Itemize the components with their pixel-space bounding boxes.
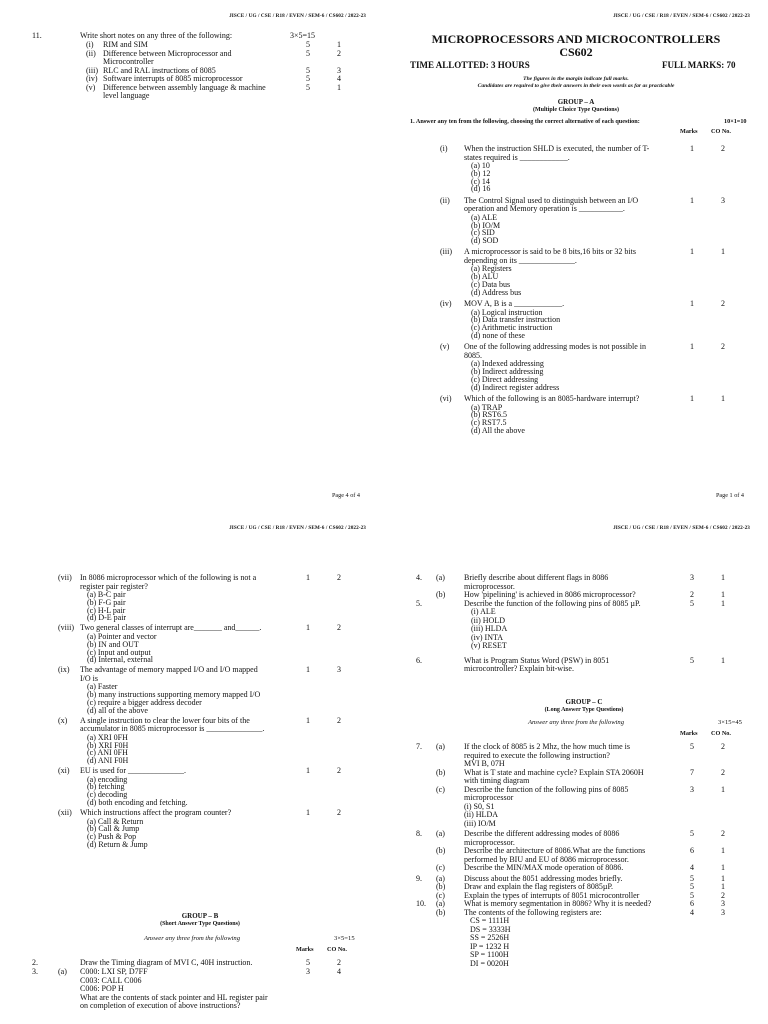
q11-item-marks: 5 xyxy=(306,48,310,58)
question-marks: 2 xyxy=(690,590,694,599)
question-text: Describe the function of the following pins of 8085 xyxy=(464,784,629,794)
question-number: 4. xyxy=(416,573,422,582)
mcq-option: (c) RST7.5 xyxy=(471,418,507,428)
mcq-question: depending on its ______________. xyxy=(464,255,577,265)
mcq-number: (vii) xyxy=(58,573,72,582)
question-text: with timing diagram xyxy=(464,776,530,785)
sub-question-label: (a) xyxy=(436,742,445,751)
mcq-option: (d) ANI F0H xyxy=(87,756,129,766)
question-text: What is memory segmentation in 8086? Why it is needed? xyxy=(464,899,652,908)
question-number: 9. xyxy=(416,873,422,883)
question-co: 1 xyxy=(721,784,725,794)
question-marks: 5 xyxy=(690,873,694,883)
question-co: 3 xyxy=(721,907,725,917)
mcq-option: (b) F-G pair xyxy=(87,597,126,607)
question-text: What is Program Status Word (PSW) in 8051 xyxy=(464,655,610,665)
question-co: 2 xyxy=(721,742,725,751)
question-co: 2 xyxy=(721,890,725,900)
mcq-option: (b) 12 xyxy=(471,168,491,178)
q11-item-marks: 5 xyxy=(306,40,310,49)
mcq-co: 2 xyxy=(721,144,725,153)
group-c-marks: 3×15=45 xyxy=(718,719,742,726)
mcq-option: (c) Direct addressing xyxy=(471,374,539,384)
sub-question-label: (a) xyxy=(436,573,445,582)
q2-text: Draw the Timing diagram of MVI C, 40H instruction. xyxy=(80,958,253,967)
mcq-marks: 1 xyxy=(306,715,310,725)
mcq-option: (a) Registers xyxy=(471,264,512,274)
q11-item-text: level language xyxy=(103,91,150,100)
mcq-option: (b) ALU xyxy=(471,272,499,282)
marks-column-header: Marks xyxy=(680,730,698,737)
question-text: Describe the function of the following pins of 8085 µP. xyxy=(464,598,641,608)
question-text: Discuss about the 8051 addressing modes briefly. xyxy=(464,873,623,883)
mcq-option: (b) Call & Jump xyxy=(87,824,140,834)
question-number: 8. xyxy=(416,829,422,838)
mcq-option: (d) All the above xyxy=(471,425,525,435)
mcq-question: When the instruction SHLD is executed, the number of T- xyxy=(464,144,650,153)
q11-item-text: Difference between Microprocessor and xyxy=(103,48,232,58)
pin-item: (v) RESET xyxy=(471,641,507,650)
question-marks: 6 xyxy=(690,899,694,908)
question-text: microprocessor. xyxy=(464,581,515,591)
question-text: If the clock of 8085 is 2 Mhz, the how much time is xyxy=(464,742,630,751)
page-footer: Page 4 of 4 xyxy=(331,492,360,499)
mcq-marks: 1 xyxy=(306,766,310,776)
q11-item-co: 3 xyxy=(337,65,341,75)
mcq-option: (d) none of these xyxy=(471,331,525,340)
q3-line: C000: LXI SP, D7FF xyxy=(80,967,148,976)
co-column-header: CO No. xyxy=(327,946,347,953)
instruction-note-1: The figures in the margin indicate full marks. xyxy=(523,76,629,82)
mcq-co: 2 xyxy=(337,766,341,776)
mcq-option: (d) Return & Jump xyxy=(87,839,148,849)
question-marks: 5 xyxy=(690,890,694,900)
mcq-option: (a) 10 xyxy=(471,161,490,170)
q11-item-text: Microcontroller xyxy=(103,57,154,66)
mcq-option: (c) 14 xyxy=(471,176,490,186)
mcq-option: (d) D-E pair xyxy=(87,613,127,623)
q1-marks: 10×1=10 xyxy=(724,118,747,125)
question-text: Describe the MIN/MAX mode operation of 8086. xyxy=(464,863,624,872)
page-header: JISCE / UG / CSE / R18 / EVEN / SEM-6 / CS602 / 2022-23 xyxy=(613,525,750,531)
question-marks: 6 xyxy=(690,846,694,855)
mcq-co: 2 xyxy=(337,623,341,633)
question-text: Describe the architecture of 8086.What are the functions xyxy=(464,846,646,855)
q11-item-co: 1 xyxy=(337,82,341,92)
page-header: JISCE / UG / CSE / R18 / EVEN / SEM-6 / CS602 / 2022-23 xyxy=(229,13,366,19)
question-co: 1 xyxy=(721,846,725,855)
question-text: MVI B, 07H xyxy=(464,759,505,768)
question-co: 1 xyxy=(721,655,725,665)
register-value: IP = 1232 H xyxy=(470,941,510,951)
question-number: 6. xyxy=(416,655,422,665)
q11-item-number: (v) xyxy=(86,82,96,92)
q3-line: What are the contents of stack pointer and HL register pair xyxy=(80,992,268,1002)
mcq-option: (d) Indirect register address xyxy=(471,382,560,392)
question-text: microprocessor xyxy=(464,793,514,802)
mcq-question: I/O is xyxy=(80,673,98,683)
mcq-number: (ix) xyxy=(58,665,70,675)
mcq-co: 1 xyxy=(721,247,725,257)
mcq-option: (c) decoding xyxy=(87,790,128,800)
pin-item: (i) ALE xyxy=(471,607,496,616)
mcq-co: 2 xyxy=(721,299,725,309)
mcq-marks: 1 xyxy=(690,342,694,352)
q11-item-number: (ii) xyxy=(86,48,96,58)
mcq-marks: 1 xyxy=(306,665,310,675)
mcq-option: (d) SOD xyxy=(471,236,499,246)
question-marks: 5 xyxy=(690,882,694,891)
mcq-question: MOV A, B is a ____________. xyxy=(464,299,565,309)
q11-item-text: RLC and RAL instructions of 8085 xyxy=(103,65,216,75)
group-b-subheading: (Short Answer Type Questions) xyxy=(160,921,240,927)
q11-item-marks: 5 xyxy=(306,74,310,83)
q2-number: 2. xyxy=(32,958,38,967)
mcq-option: (a) TRAP xyxy=(471,402,503,412)
question-marks: 5 xyxy=(690,655,694,665)
mcq-marks: 1 xyxy=(690,247,694,257)
mcq-question: Two general classes of interrupt are_______ and______. xyxy=(80,623,262,633)
mcq-option: (c) ANI 0FH xyxy=(87,748,128,758)
sub-question-label: (a) xyxy=(436,829,445,838)
mcq-option: (a) Faster xyxy=(87,682,118,692)
q11-item-number: (iv) xyxy=(86,74,98,83)
group-b-marks: 3×5=15 xyxy=(334,935,355,942)
sub-question-label: (a) xyxy=(436,873,445,883)
mcq-number: (v) xyxy=(440,342,450,352)
mcq-question: EU is used for ______________. xyxy=(80,766,186,776)
question-marks: 5 xyxy=(690,742,694,751)
mcq-option: (b) Data transfer instruction xyxy=(471,315,561,325)
sub-question-label: (b) xyxy=(436,767,446,777)
q11-item-text: Difference between assembly language & machine xyxy=(103,82,266,92)
question-co: 2 xyxy=(721,829,725,838)
question-co: 1 xyxy=(721,882,725,891)
question-text: How 'pipelining' is achieved in 8086 microprocessor? xyxy=(464,590,636,599)
sub-question-label: (b) xyxy=(436,907,446,917)
mcq-question: operation and Memory operation is ___________. xyxy=(464,204,625,214)
page-4 xyxy=(0,0,384,512)
mcq-option: (c) require a bigger address decoder xyxy=(87,697,202,707)
register-value: SP = 1100H xyxy=(470,950,509,959)
q3-marks: 3 xyxy=(306,967,310,976)
mcq-question: Which instructions affect the program counter? xyxy=(80,808,232,817)
mcq-question: One of the following addressing modes is not possible in xyxy=(464,342,646,352)
exam-title: MICROPROCESSORS AND MICROCONTROLLERS xyxy=(431,32,721,46)
mcq-option: (b) IO/M xyxy=(471,220,501,230)
q3-number: 3. xyxy=(32,967,38,976)
sub-question-label: (c) xyxy=(436,863,445,872)
mcq-number: (xii) xyxy=(58,808,72,817)
question-marks: 3 xyxy=(690,784,694,794)
register-value: DS = 3333H xyxy=(470,924,511,934)
group-c-subheading: (Long Answer Type Questions) xyxy=(544,707,624,713)
q3-line: C003: CALL C006 xyxy=(80,975,142,985)
question-co: 1 xyxy=(721,598,725,608)
mcq-option: (c) H-L pair xyxy=(87,605,126,615)
mcq-marks: 1 xyxy=(690,144,694,153)
question-marks: 5 xyxy=(690,598,694,608)
register-value: DI = 0020H xyxy=(470,958,509,968)
page-1 xyxy=(384,0,768,512)
q2-co: 2 xyxy=(337,958,341,967)
mcq-marks: 1 xyxy=(690,394,694,403)
q2-marks: 5 xyxy=(306,958,310,967)
question-co: 1 xyxy=(721,573,725,582)
question-text: performed by BIU and EU of 8086 microprocessor. xyxy=(464,854,629,864)
question-text: Briefly describe about different flags in 8086 xyxy=(464,573,609,582)
mcq-question: accumulator in 8085 microprocessor is ______________. xyxy=(80,724,265,734)
mcq-question: states required is ____________. xyxy=(464,152,570,162)
marks-column-header: Marks xyxy=(680,128,698,135)
mcq-option: (b) IN and OUT xyxy=(87,639,139,649)
sub-question-label: (b) xyxy=(436,882,446,891)
mcq-question: In 8086 microprocessor which of the following is not a xyxy=(80,573,257,582)
question-text: microcontroller? Explain bit-wise. xyxy=(464,664,574,673)
mcq-co: 2 xyxy=(721,342,725,352)
q3-line: on completion of execution of above instructions? xyxy=(80,1001,241,1010)
mcq-question: The advantage of memory mapped I/O and I/O mapped xyxy=(80,665,258,675)
question-number: 7. xyxy=(416,742,422,751)
question-co: 1 xyxy=(721,863,725,872)
page-header: JISCE / UG / CSE / R18 / EVEN / SEM-6 / CS602 / 2022-23 xyxy=(613,13,750,19)
question-text: Draw and explain the flag registers of 8085µP. xyxy=(464,882,614,891)
group-c-instruction: Answer any three from the following xyxy=(527,719,625,726)
question-co: 2 xyxy=(721,767,725,777)
q11-item-text: RIM and SIM xyxy=(103,40,148,49)
mcq-co: 3 xyxy=(721,195,725,205)
mcq-co: 3 xyxy=(337,665,341,675)
q3-co: 4 xyxy=(337,967,341,976)
register-value: CS = 1111H xyxy=(470,916,510,925)
q11-item-marks: 5 xyxy=(306,65,310,75)
pin-item: (ii) HOLD xyxy=(471,615,505,625)
mcq-number: (x) xyxy=(58,715,68,725)
mcq-option: (c) Arithmetic instruction xyxy=(471,323,553,333)
marks-column-header: Marks xyxy=(296,946,314,953)
pin-item: (iii) HLDA xyxy=(471,624,508,633)
mcq-marks: 1 xyxy=(306,623,310,633)
time-allotted: TIME ALLOTTED: 3 HOURS xyxy=(410,60,530,70)
mcq-option: (a) B-C pair xyxy=(87,590,126,599)
q11-item-number: (i) xyxy=(86,40,94,49)
group-a-heading: GROUP – A xyxy=(557,98,595,106)
mcq-question: The Control Signal used to distinguish between an I/O xyxy=(464,195,639,205)
mcq-option: (c) Push & Pop xyxy=(87,832,137,842)
page-3 xyxy=(384,512,768,1024)
mcq-question: 8085. xyxy=(464,350,482,360)
course-code: CS602 xyxy=(559,45,593,59)
mcq-option: (b) Indirect addressing xyxy=(471,367,544,377)
full-marks: FULL MARKS: 70 xyxy=(662,60,736,70)
mcq-option: (d) Internal, external xyxy=(87,655,153,665)
mcq-number: (iv) xyxy=(440,299,452,309)
q11-item-co: 1 xyxy=(337,40,341,49)
mcq-question: A microprocessor is said to be 8 bits,16 bits or 32 bits xyxy=(464,247,636,257)
question-number: 10. xyxy=(416,899,426,908)
question-text: (ii) HLDA xyxy=(464,810,498,819)
group-c-heading: GROUP – C xyxy=(565,698,603,706)
question-text: What is T state and machine cycle? Explain STA 2060H xyxy=(464,767,644,777)
q11-number: 11. xyxy=(32,31,42,40)
instruction-note-2: Candidates are required to give their answers in their own words as far as practicable xyxy=(477,83,675,89)
mcq-number: (xi) xyxy=(58,766,70,776)
mcq-option: (b) fetching xyxy=(87,782,125,792)
question-marks: 3 xyxy=(690,573,694,582)
mcq-option: (c) Input and output xyxy=(87,647,151,657)
mcq-number: (vi) xyxy=(440,394,452,403)
question-marks: 4 xyxy=(690,907,694,917)
page-2 xyxy=(0,512,384,1024)
question-co: 1 xyxy=(721,590,725,599)
mcq-number: (iii) xyxy=(440,247,452,257)
mcq-co: 2 xyxy=(337,573,341,582)
sub-question-label: (b) xyxy=(436,590,446,599)
question-marks: 7 xyxy=(690,767,694,777)
q11-marks: 3×5=15 xyxy=(290,31,316,40)
mcq-option: (a) Call & Return xyxy=(87,816,144,826)
mcq-option: (c) Data bus xyxy=(471,280,511,289)
question-number: 5. xyxy=(416,598,422,608)
mcq-question: A single instruction to clear the lower four bits of the xyxy=(80,715,250,725)
pin-item: (iv) INTA xyxy=(471,632,504,642)
co-column-header: CO No. xyxy=(711,128,731,135)
mcq-option: (a) Indexed addressing xyxy=(471,359,544,369)
mcq-number: (ii) xyxy=(440,195,450,205)
mcq-option: (d) both encoding and fetching. xyxy=(87,798,188,807)
mcq-option: (c) SID xyxy=(471,228,495,238)
sub-question-label: (b) xyxy=(436,846,446,855)
mcq-marks: 1 xyxy=(306,573,310,582)
q11-item-number: (iii) xyxy=(86,65,98,75)
q1-instruction: 1. Answer any ten from the following, choosing the correct alternative of each question: xyxy=(410,118,640,125)
q3-sub: (a) xyxy=(58,967,67,976)
mcq-option: (b) RST6.5 xyxy=(471,410,507,420)
mcq-co: 1 xyxy=(721,394,725,403)
sub-question-label: (a) xyxy=(436,899,445,908)
mcq-question: Which of the following is an 8085-hardware interrupt? xyxy=(464,394,640,403)
sub-question-label: (c) xyxy=(436,784,445,794)
mcq-option: (d) all of the above xyxy=(87,705,148,715)
page-footer: Page 1 of 4 xyxy=(715,492,744,499)
mcq-option: (a) encoding xyxy=(87,774,128,784)
mcq-option: (a) XRI 0FH xyxy=(87,732,128,742)
question-text: microprocessor. xyxy=(464,837,515,847)
question-co: 1 xyxy=(721,873,725,883)
question-marks: 5 xyxy=(690,829,694,838)
question-text: Explain the types of interrupts of 8051 microcontroller xyxy=(464,890,640,900)
q11-item-marks: 5 xyxy=(306,82,310,92)
mcq-co: 2 xyxy=(337,715,341,725)
mcq-question: register pair register? xyxy=(80,581,148,591)
register-value: SS = 2526H xyxy=(470,933,510,942)
mcq-number: (i) xyxy=(440,144,448,153)
mcq-marks: 1 xyxy=(306,808,310,817)
mcq-marks: 1 xyxy=(690,299,694,309)
mcq-option: (a) Logical instruction xyxy=(471,307,543,317)
q11-intro: Write short notes on any three of the following: xyxy=(80,31,233,40)
q11-item-co: 2 xyxy=(337,48,341,58)
mcq-option: (a) ALE xyxy=(471,212,497,222)
question-text: (i) S0, S1 xyxy=(464,801,495,811)
question-text: Describe the different addressing modes of 8086 xyxy=(464,829,620,838)
group-a-subheading: (Multiple Choice Type Questions) xyxy=(533,107,619,113)
sub-question-label: (c) xyxy=(436,890,445,900)
mcq-option: (b) XRI F0H xyxy=(87,740,129,750)
group-b-instruction: Answer any three from the following xyxy=(143,935,241,942)
question-text: (iii) IO/M xyxy=(464,818,496,828)
mcq-number: (viii) xyxy=(58,623,74,633)
mcq-option: (d) Address bus xyxy=(471,287,522,297)
mcq-option: (d) 16 xyxy=(471,184,491,194)
q11-item-text: Software interrupts of 8085 microprocessor xyxy=(103,74,243,83)
question-co: 3 xyxy=(721,899,725,908)
q3-line: C006: POP H xyxy=(80,984,124,993)
mcq-option: (b) many instructions supporting memory mapped I/O xyxy=(87,690,261,700)
mcq-co: 2 xyxy=(337,808,341,817)
question-text: The contents of the following registers are: xyxy=(464,907,602,917)
mcq-marks: 1 xyxy=(690,195,694,205)
mcq-option: (a) Pointer and vector xyxy=(87,631,157,641)
page-header: JISCE / UG / CSE / R18 / EVEN / SEM-6 / CS602 / 2022-23 xyxy=(229,525,366,531)
co-column-header: CO No. xyxy=(711,730,731,737)
question-text: required to execute the following instruction? xyxy=(464,750,610,760)
group-b-heading: GROUP – B xyxy=(181,912,219,920)
q11-item-co: 4 xyxy=(337,74,341,83)
question-marks: 4 xyxy=(690,863,694,872)
